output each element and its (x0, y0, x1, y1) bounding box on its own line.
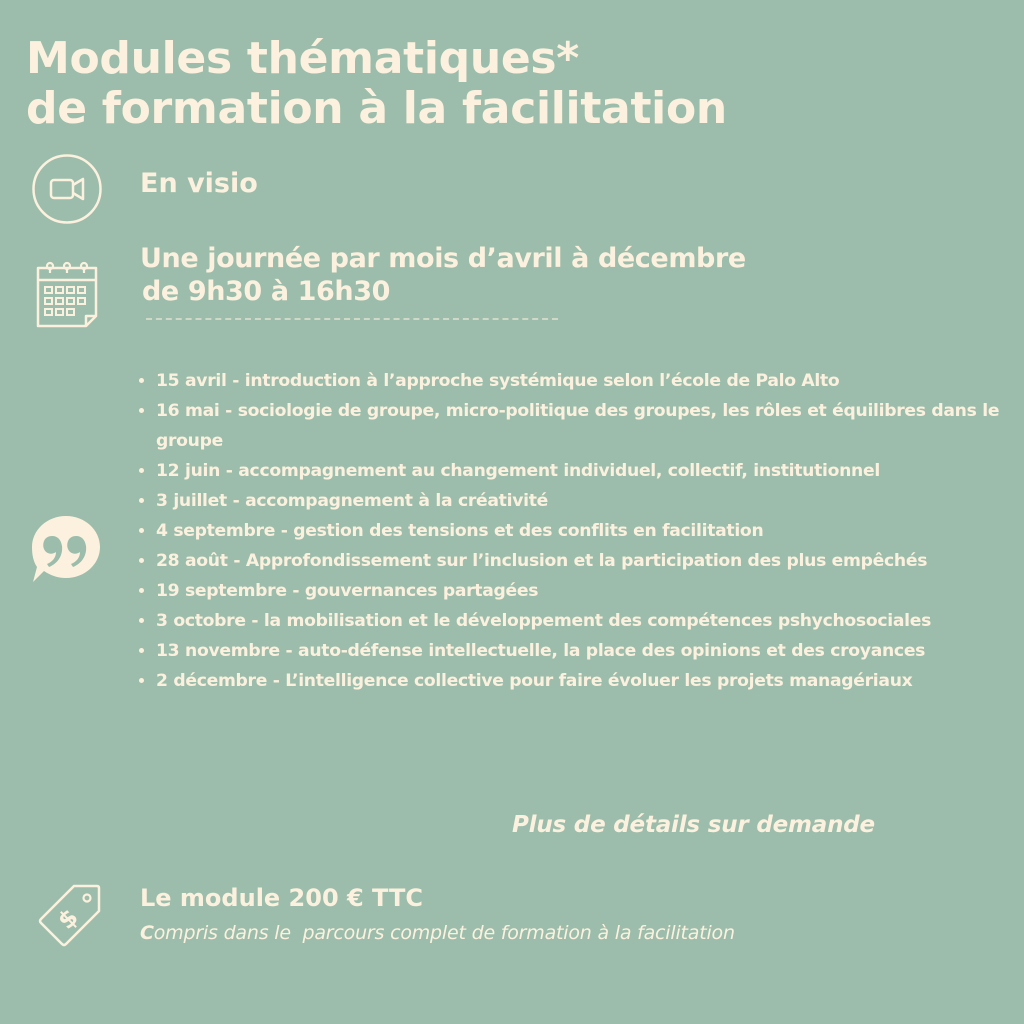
list-item: • 12 juin - accompagnement au changement individuel, collectif, institutionnel (156, 456, 1016, 486)
list-item: • 13 novembre - auto-défense intellectuelle, la place des opinions et des croyances (156, 636, 1016, 666)
session-list (130, 366, 1016, 696)
page-title (26, 34, 727, 134)
list-item: • 3 octobre - la mobilisation et le développement des compétences pshychosociales (156, 606, 1016, 636)
calendar-icon (34, 258, 100, 330)
list-item: • 2 décembre - L’intelligence collective pour faire évoluer les projets managériaux (156, 666, 1016, 696)
module-price: Le module 200 € TTC (140, 884, 423, 912)
list-item: • 15 avril - introduction à l’approche systémique selon l’école de Palo Alto (156, 366, 1016, 396)
list-item: • 28 août - Approfondissement sur l’inclusion et la participation des plus empêchés (156, 546, 1016, 576)
video-camera-icon (31, 153, 103, 225)
pricing-note-initial: C (140, 922, 154, 944)
pricing-note-text: ompris dans le parcours complet de formation à la facilitation (153, 922, 735, 944)
format-label: En visio (140, 168, 258, 199)
more-details-note: Plus de détails sur demande (512, 812, 875, 838)
svg-text:$: $ (52, 903, 84, 935)
pricing-note (140, 922, 735, 944)
list-item: • 3 juillet - accompagnement à la créativité (156, 486, 1016, 516)
title-line-1: Modules thématiques* (26, 33, 579, 84)
schedule-line-1: Une journée par mois d’avril à décembre (140, 243, 746, 274)
price-tag-icon (34, 881, 104, 951)
dashed-divider (146, 318, 558, 320)
title-line-2: de formation à la facilitation (26, 83, 727, 134)
schedule-text (140, 242, 746, 308)
list-item: • 19 septembre - gouvernances partagées (156, 576, 1016, 606)
list-item: • 16 mai - sociologie de groupe, micro-politique des groupes, les rôles et équilibres dans le groupe (156, 396, 1016, 456)
quote-bubble-icon (30, 514, 102, 586)
list-item: • 4 septembre - gestion des tensions et des conflits en facilitation (156, 516, 1016, 546)
schedule-line-2: de 9h30 à 16h30 (142, 276, 391, 307)
